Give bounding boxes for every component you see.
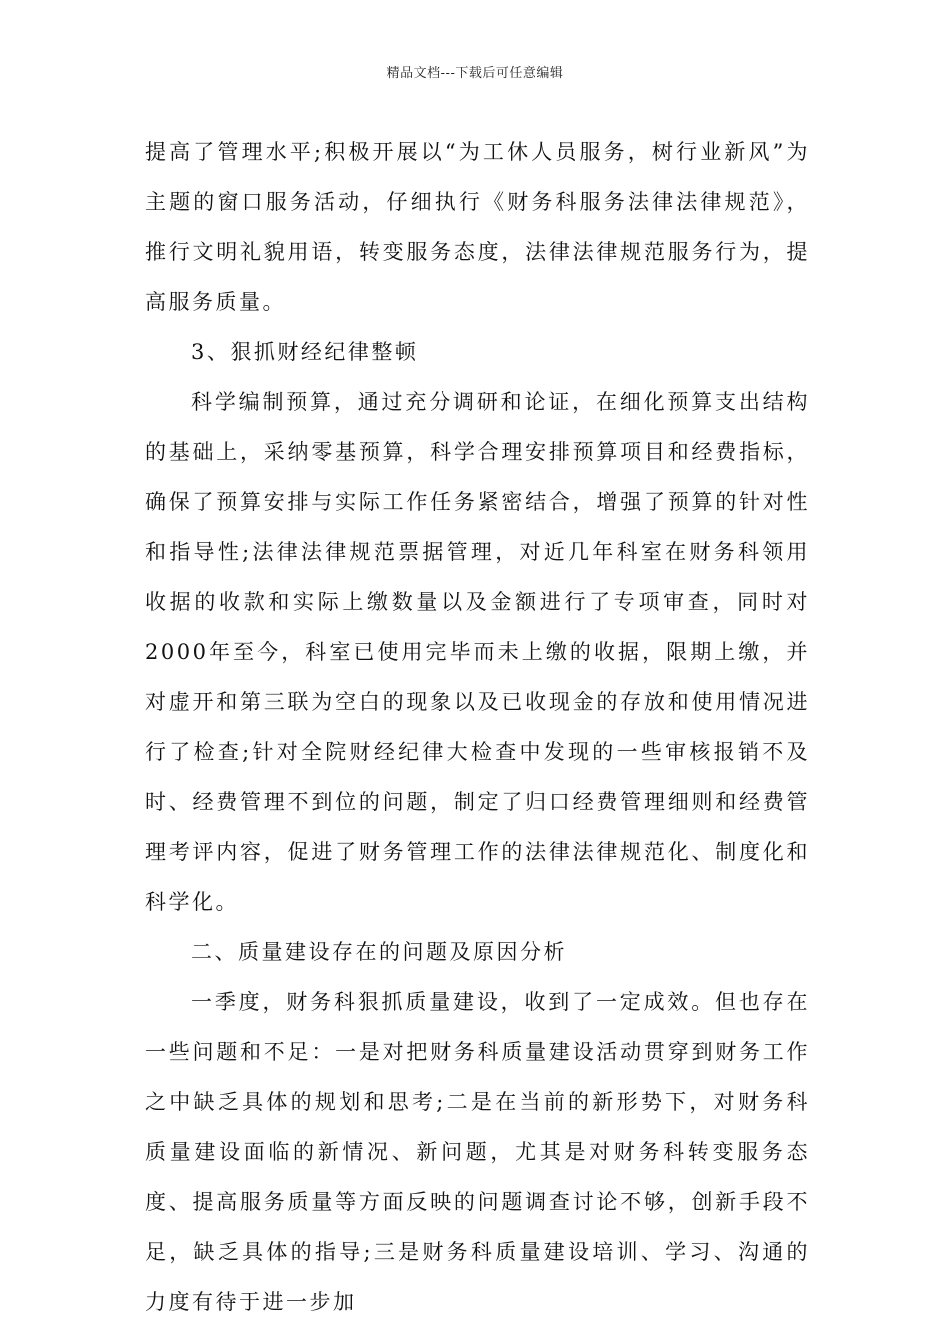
section-heading-quality-problems: 二、质量建设存在的问题及原因分析	[191, 940, 567, 964]
paragraph-service-quality: 提高了管理水平;积极开展以“为工休人员服务，树行业新风”为主题的窗口服务活动，仔细执行《财务科服务法律法律规范》，推行文明礼貌用语，转变服务态度，法律法律规范服务行为，提高服务质量。	[145, 140, 810, 314]
document-body	[145, 127, 810, 1327]
section-heading-finance-discipline: 3、狠抓财经纪律整顿	[191, 340, 419, 364]
paragraph-budget-management: 科学编制预算，通过充分调研和论证，在细化预算支出结构的基础上，采纳零基预算，科学合理安排预算项目和经费指标，确保了预算安排与实际工作任务紧密结合，增强了预算的针对性和指导性;法律法律规范票据管理，对近几年科室在财务科领用收据的收款和实际上缴数量以及金额进行了专项审查，同时对2000年至今，科室已使用完毕而未上缴的收据，限期上缴，并对虚开和第三联为空白的现象以及已收现金的存放和使用情况进行了检查;针对全院财经纪律大检查中发现的一些审核报销不及时、经费管理不到位的问题，制定了归口经费管理细则和经费管理考评内容，促进了财务管理工作的法律法律规范化、制度化和科学化。	[145, 390, 810, 914]
paragraph-quality-analysis: 一季度，财务科狠抓质量建设，收到了一定成效。但也存在一些问题和不足：一是对把财务科质量建设活动贯穿到财务工作之中缺乏具体的规划和思考;二是在当前的新形势下，对财务科质量建设面临的新情况、新问题，尤其是对财务科转变服务态度、提高服务质量等方面反映的问题调查讨论不够，创新手段不足，缺乏具体的指导;三是财务科质量建设培训、学习、沟通的力度有待于进一步加	[145, 990, 810, 1314]
page-header: 精品文档---下载后可任意编辑	[386, 66, 564, 81]
